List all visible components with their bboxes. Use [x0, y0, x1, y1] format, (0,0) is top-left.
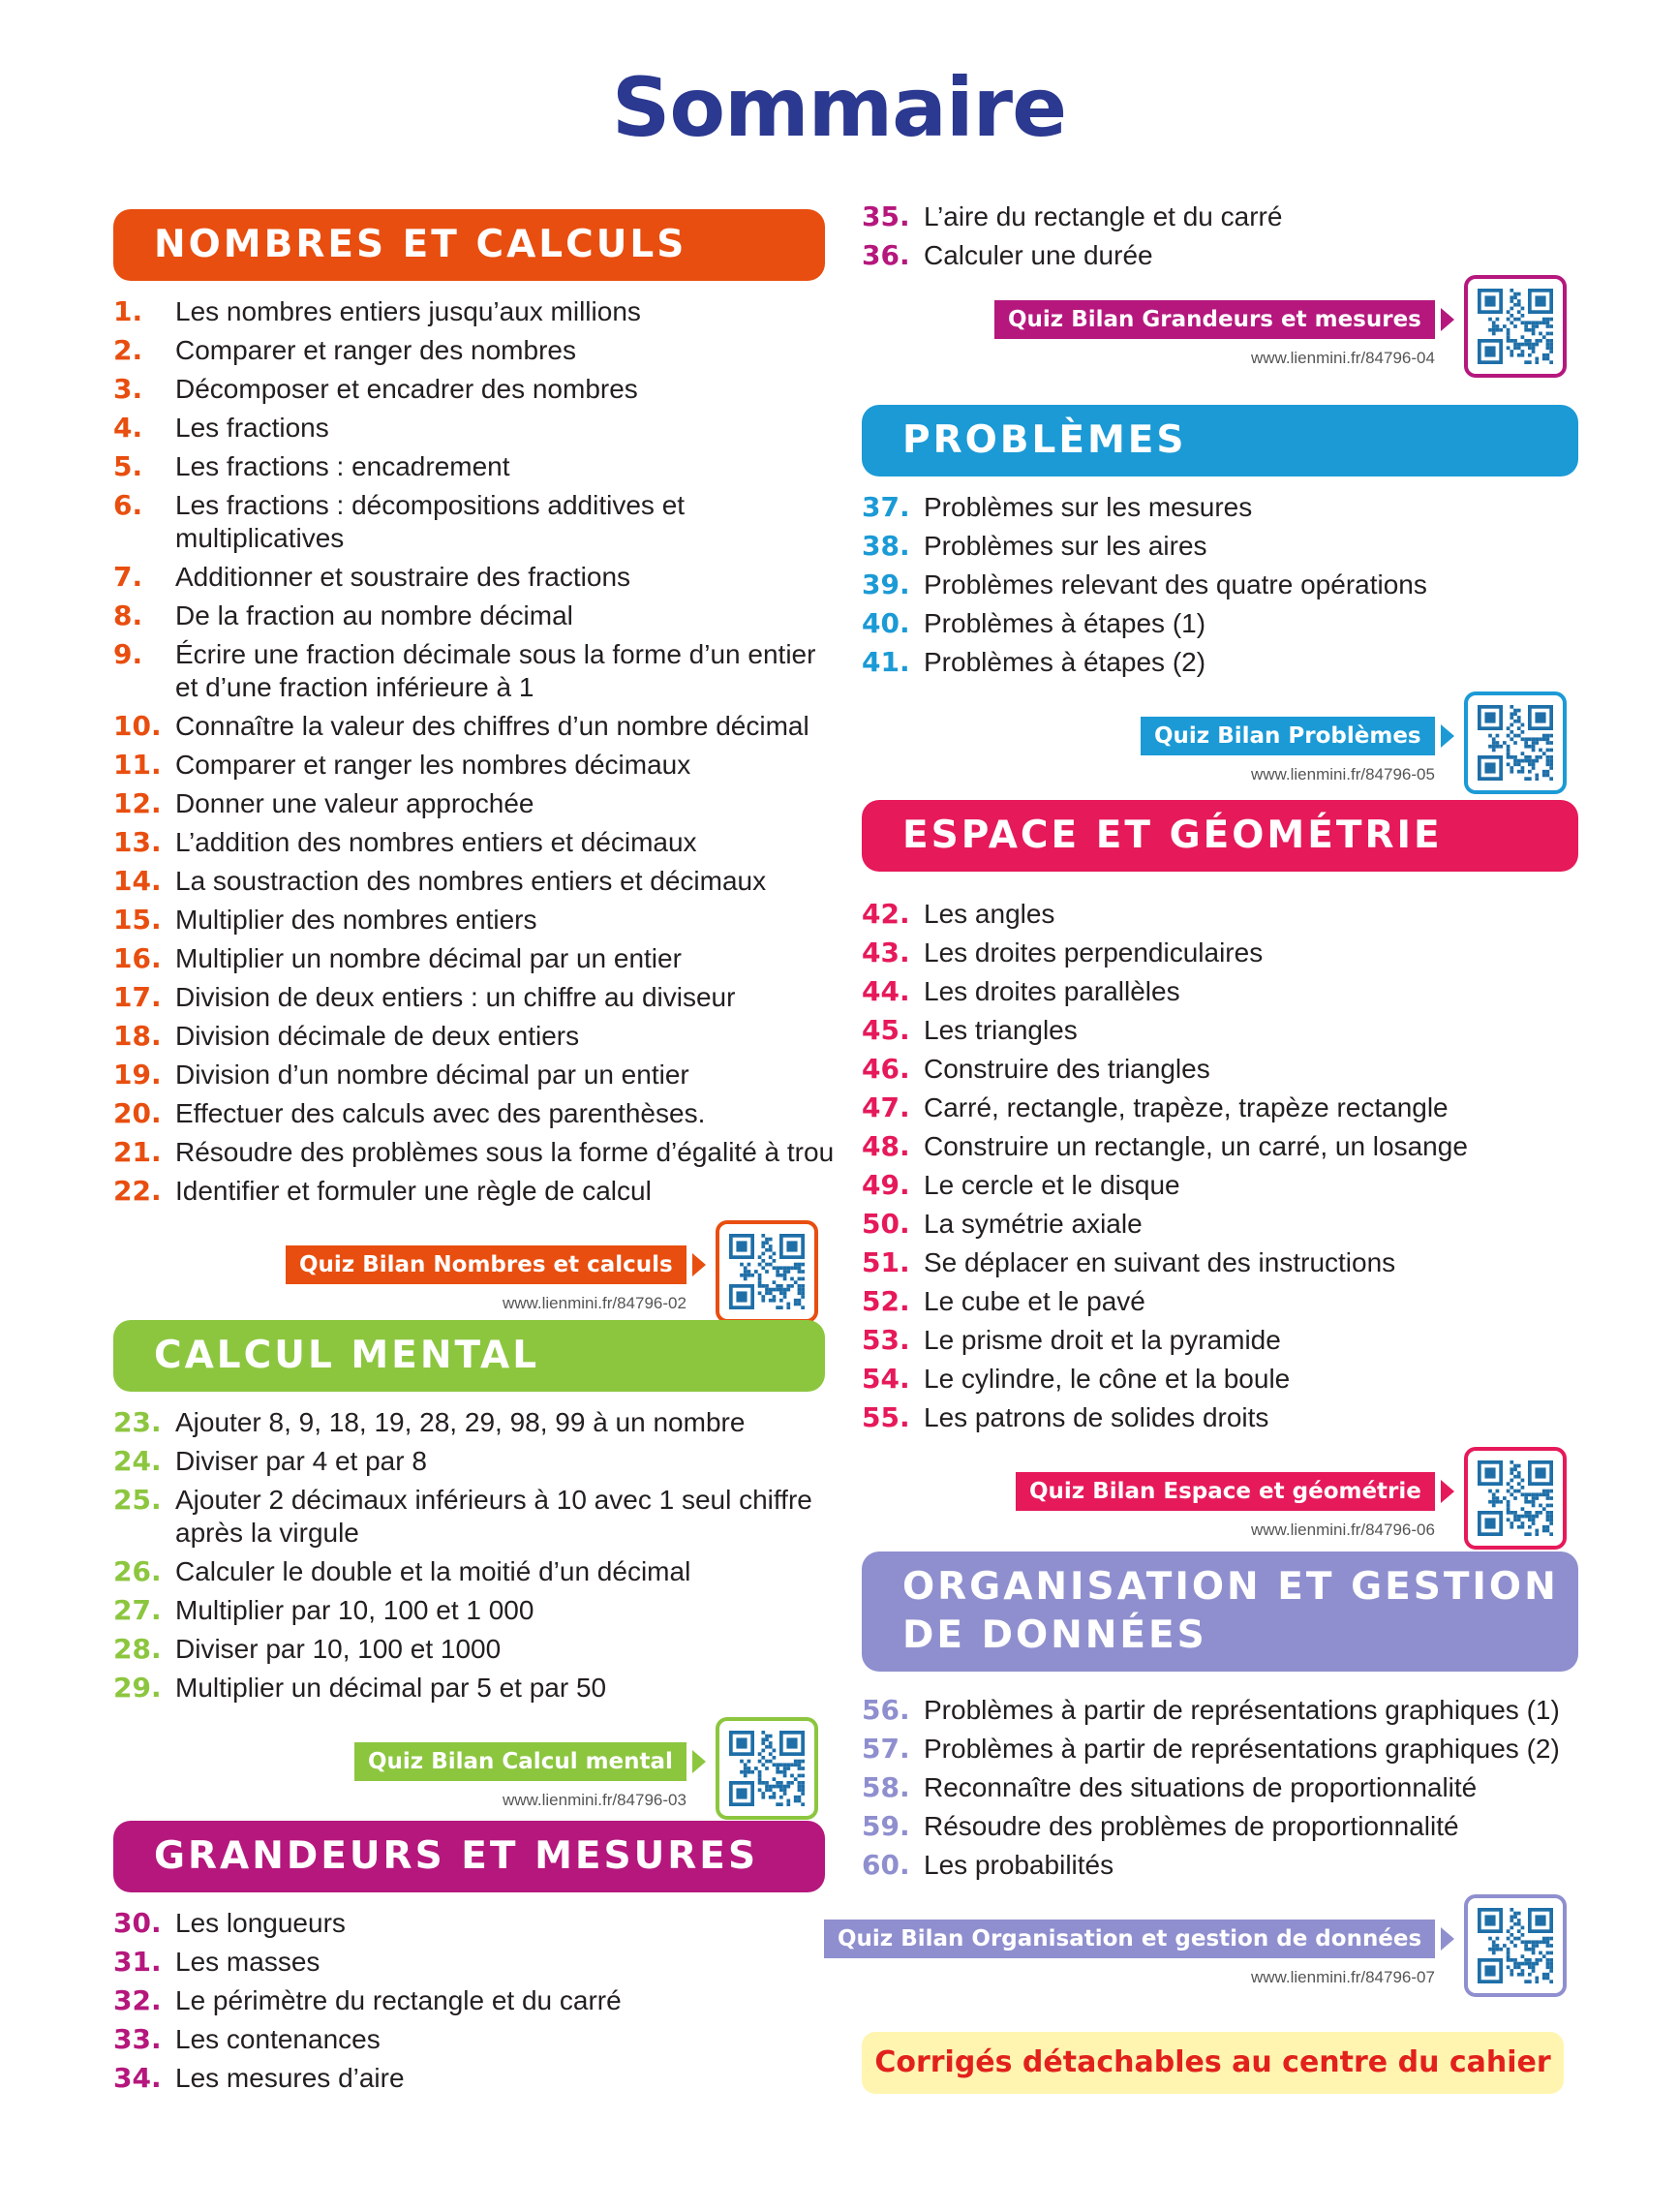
item-title: La soustraction des nombres entiers et décimaux [175, 866, 767, 896]
item-title: Les fractions : décompositions additives et multiplicatives [175, 490, 686, 553]
item-list [113, 1904, 825, 2098]
item-number: 41. [862, 646, 910, 678]
item-number: 19. [113, 1059, 162, 1091]
item-title: Donner une valeur approchée [175, 788, 534, 818]
item-title: Les patrons de solides droits [924, 1402, 1269, 1432]
item-number: 25. [113, 1484, 162, 1516]
item-list [113, 292, 835, 1211]
item-number: 29. [113, 1672, 162, 1704]
item-number: 46. [862, 1053, 910, 1085]
quiz-row [862, 1447, 1578, 1553]
list-item [862, 604, 1578, 643]
list-item [113, 1669, 825, 1707]
item-list [862, 1691, 1578, 1885]
item-title: Comparer et ranger des nombres [175, 335, 576, 365]
item-title: Problèmes à étapes (2) [924, 647, 1206, 677]
play-arrow-icon [1441, 1927, 1454, 1951]
item-number: 55. [862, 1401, 910, 1433]
item-title: Les fractions : encadrement [175, 451, 510, 481]
list-item [862, 1691, 1578, 1730]
footer-note: Corrigés détachables au centre du cahier [862, 2032, 1564, 2094]
quiz-bilan-link[interactable]: Quiz Bilan Organisation et gestion de données [824, 1920, 1435, 1958]
list-item [862, 1244, 1578, 1282]
item-title: La symétrie axiale [924, 1209, 1143, 1239]
list-item [113, 1904, 825, 1943]
item-number: 13. [113, 826, 162, 858]
item-number: 45. [862, 1014, 910, 1046]
quiz-url[interactable]: www.lienmini.fr/84796-07 [1251, 1968, 1435, 1986]
item-number: 52. [862, 1285, 910, 1317]
item-title: Résoudre des problèmes de proportionnalité [924, 1811, 1459, 1841]
item-number: 8. [113, 599, 143, 631]
item-title: Problèmes relevant des quatre opérations [924, 569, 1427, 599]
qr-code-icon[interactable] [1464, 1447, 1567, 1550]
list-item [862, 972, 1578, 1011]
item-title: Problèmes à partir de représentations graphiques (2) [924, 1734, 1560, 1764]
list-item [862, 1089, 1578, 1127]
play-arrow-icon [1441, 1480, 1454, 1503]
item-number: 24. [113, 1445, 162, 1477]
item-title: Les masses [175, 1947, 320, 1977]
list-item [862, 1807, 1578, 1846]
item-title: Division d’un nombre décimal par un entier [175, 1060, 689, 1090]
list-item [113, 1982, 825, 2020]
list-item [113, 331, 825, 370]
list-item [862, 895, 1578, 934]
list-item [862, 1050, 1578, 1089]
item-number: 32. [113, 1984, 162, 2016]
list-item [862, 643, 1578, 682]
list-item [113, 370, 825, 409]
list-item [862, 527, 1578, 566]
quiz-bilan-link[interactable]: Quiz Bilan Espace et géométrie [1016, 1472, 1435, 1511]
item-number: 15. [113, 904, 162, 936]
item-number: 1. [113, 295, 143, 327]
section-banner: ESPACE ET GÉOMÉTRIE [862, 800, 1578, 872]
quiz-url[interactable]: www.lienmini.fr/84796-05 [1251, 765, 1435, 783]
item-number: 36. [862, 239, 910, 271]
list-item [113, 1591, 825, 1630]
item-number: 22. [113, 1175, 162, 1207]
item-title: Les contenances [175, 2024, 381, 2054]
item-number: 27. [113, 1594, 162, 1626]
item-title: Les nombres entiers jusqu’aux millions [175, 296, 641, 326]
item-title: Construire un rectangle, un carré, un losange [924, 1131, 1468, 1161]
list-item [113, 635, 825, 707]
quiz-row [838, 1894, 1578, 2001]
item-number: 20. [113, 1097, 162, 1129]
section-nombres-et-calculs [113, 209, 835, 1327]
item-title: Multiplier des nombres entiers [175, 905, 537, 935]
list-item [113, 1056, 825, 1094]
item-number: 47. [862, 1091, 910, 1123]
quiz-bilan-link[interactable]: Quiz Bilan Problèmes [1141, 717, 1435, 755]
item-number: 39. [862, 568, 910, 600]
list-item [862, 1011, 1578, 1050]
item-number: 5. [113, 450, 143, 482]
list-item [862, 566, 1578, 604]
list-item [862, 1321, 1578, 1360]
list-item [862, 488, 1578, 527]
item-number: 35. [862, 200, 910, 232]
item-title: Connaître la valeur des chiffres d’un nombre décimal [175, 711, 809, 741]
item-number: 16. [113, 942, 162, 974]
list-item [113, 1442, 825, 1481]
list-item [862, 1360, 1578, 1398]
item-number: 12. [113, 787, 162, 819]
list-item [113, 901, 825, 939]
list-item [862, 1768, 1578, 1807]
item-number: 17. [113, 981, 162, 1013]
play-arrow-icon [1441, 308, 1454, 331]
item-number: 37. [862, 491, 910, 523]
list-item [862, 1282, 1578, 1321]
item-number: 44. [862, 975, 910, 1007]
item-number: 33. [113, 2023, 162, 2055]
item-title: Les fractions [175, 413, 329, 443]
item-number: 57. [862, 1733, 910, 1765]
item-number: 14. [113, 865, 162, 897]
item-title: Le cylindre, le cône et la boule [924, 1364, 1291, 1394]
item-title: Les triangles [924, 1015, 1078, 1045]
item-title: Les mesures d’aire [175, 2063, 405, 2093]
item-number: 11. [113, 749, 162, 781]
item-title: Ajouter 8, 9, 18, 19, 28, 29, 98, 99 à un nombre [175, 1407, 746, 1437]
list-item [113, 558, 825, 597]
item-number: 21. [113, 1136, 162, 1168]
item-number: 38. [862, 530, 910, 562]
item-title: Calculer une durée [924, 240, 1153, 270]
section-banner: ORGANISATION ET GESTION DE DONNÉES [862, 1551, 1578, 1672]
list-item [862, 1398, 1578, 1437]
item-number: 54. [862, 1363, 910, 1395]
list-item [113, 784, 825, 823]
section-banner: PROBLÈMES [862, 405, 1578, 476]
list-item [113, 1172, 825, 1211]
item-number: 4. [113, 412, 143, 444]
item-number: 56. [862, 1694, 910, 1726]
item-number: 6. [113, 489, 143, 521]
quiz-url[interactable]: www.lienmini.fr/84796-02 [503, 1294, 686, 1312]
qr-code-icon[interactable] [1464, 275, 1567, 378]
item-number: 48. [862, 1130, 910, 1162]
quiz-row [113, 1220, 825, 1327]
list-item [113, 409, 825, 447]
item-title: Problèmes à étapes (1) [924, 608, 1206, 638]
item-title: Le cube et le pavé [924, 1286, 1145, 1316]
item-title: Se déplacer en suivant des instructions [924, 1247, 1396, 1277]
item-title: Écrire une fraction décimale sous la forme d’un entier et d’une fraction inférieure à 1 [175, 639, 816, 702]
item-list [113, 1403, 825, 1707]
item-number: 10. [113, 710, 162, 742]
item-number: 7. [113, 561, 143, 593]
quiz-url[interactable]: www.lienmini.fr/84796-06 [1251, 1521, 1435, 1539]
item-title: Diviser par 10, 100 et 1000 [175, 1634, 502, 1664]
list-item [862, 1205, 1578, 1244]
quiz-url[interactable]: www.lienmini.fr/84796-03 [503, 1791, 686, 1809]
quiz-row [862, 691, 1578, 798]
item-title: Effectuer des calculs avec des parenthèses. [175, 1098, 706, 1128]
item-title: Problèmes à partir de représentations graphiques (1) [924, 1695, 1560, 1725]
section-grandeurs-et-mesures [113, 1821, 825, 2098]
item-title: Le prisme droit et la pyramide [924, 1325, 1281, 1355]
qr-code-icon[interactable] [716, 1717, 818, 1820]
item-title: Les probabilités [924, 1850, 1114, 1880]
section-banner: NOMBRES ET CALCULS [113, 209, 825, 281]
item-title: Calculer le double et la moitié d’un décimal [175, 1556, 691, 1586]
item-number: 28. [113, 1633, 162, 1665]
list-item [113, 1481, 825, 1552]
list-item [113, 1630, 825, 1669]
item-title: Reconnaître des situations de proportionnalité [924, 1772, 1478, 1802]
item-number: 23. [113, 1406, 162, 1438]
qr-code-icon[interactable] [1464, 1894, 1567, 1997]
list-item [862, 1846, 1578, 1885]
item-number: 2. [113, 334, 143, 366]
item-list [862, 198, 1578, 275]
item-title: Décomposer et encadrer des nombres [175, 374, 638, 404]
list-item [113, 746, 825, 784]
list-item [113, 862, 825, 901]
item-title: Le périmètre du rectangle et du carré [175, 1985, 622, 2015]
item-number: 3. [113, 373, 143, 405]
list-item [113, 1943, 825, 1982]
list-item [113, 486, 825, 558]
quiz-url[interactable]: www.lienmini.fr/84796-04 [1251, 349, 1435, 367]
section-espace-et-geometrie [862, 800, 1578, 1553]
item-number: 51. [862, 1246, 910, 1278]
item-title: Les longueurs [175, 1908, 346, 1938]
item-title: Les droites parallèles [924, 976, 1180, 1006]
item-title: L’addition des nombres entiers et décimaux [175, 827, 697, 857]
item-number: 58. [862, 1771, 910, 1803]
item-title: Problèmes sur les mesures [924, 492, 1253, 522]
item-number: 26. [113, 1555, 162, 1587]
list-item [862, 236, 1578, 275]
item-title: Multiplier un décimal par 5 et par 50 [175, 1673, 607, 1703]
quiz-row [862, 275, 1578, 382]
item-title: Problèmes sur les aires [924, 531, 1207, 561]
qr-code-icon[interactable] [1464, 691, 1567, 794]
list-item [113, 1094, 825, 1133]
item-number: 9. [113, 638, 143, 670]
item-title: Division décimale de deux entiers [175, 1021, 580, 1051]
list-item [113, 597, 825, 635]
list-item [113, 1403, 825, 1442]
list-item [113, 978, 825, 1017]
item-title: Les angles [924, 899, 1055, 929]
quiz-bilan-link[interactable]: Quiz Bilan Nombres et calculs [286, 1245, 686, 1284]
list-item [113, 939, 825, 978]
item-list [862, 895, 1578, 1437]
item-title: Le cercle et le disque [924, 1170, 1180, 1200]
list-item [862, 1730, 1578, 1768]
section-grandeurs-continued [862, 198, 1578, 382]
list-item [113, 292, 825, 331]
list-item [113, 1133, 835, 1172]
item-title: Construire des triangles [924, 1054, 1210, 1084]
item-title: Comparer et ranger les nombres décimaux [175, 750, 691, 780]
item-number: 31. [113, 1946, 162, 1978]
page-title: Sommaire [611, 60, 1067, 155]
item-title: Diviser par 4 et par 8 [175, 1446, 427, 1476]
play-arrow-icon [1441, 724, 1454, 748]
item-number: 59. [862, 1810, 910, 1842]
item-title: Ajouter 2 décimaux inférieurs à 10 avec 1 seul chiffre après la virgule [175, 1485, 812, 1548]
list-item [862, 1166, 1578, 1205]
list-item [113, 823, 825, 862]
item-number: 30. [113, 1907, 162, 1939]
section-calcul-mental [113, 1320, 825, 1824]
item-title: Division de deux entiers : un chiffre au diviseur [175, 982, 736, 1012]
item-number: 49. [862, 1169, 910, 1201]
item-number: 34. [113, 2062, 162, 2094]
item-title: Résoudre des problèmes sous la forme d’égalité à trou [175, 1137, 835, 1167]
section-banner: GRANDEURS ET MESURES [113, 1821, 825, 1892]
list-item [113, 707, 825, 746]
item-number: 42. [862, 898, 910, 930]
item-number: 43. [862, 937, 910, 968]
item-number: 53. [862, 1324, 910, 1356]
play-arrow-icon [692, 1750, 706, 1773]
list-item [113, 1017, 825, 1056]
item-title: Additionner et soustraire des fractions [175, 562, 631, 592]
item-list [862, 488, 1578, 682]
section-banner: CALCUL MENTAL [113, 1320, 825, 1392]
section-organisation-et-gestion-de-donnees [838, 1551, 1578, 2001]
item-title: L’aire du rectangle et du carré [924, 201, 1283, 231]
item-number: 18. [113, 1020, 162, 1052]
list-item [113, 447, 825, 486]
item-title: Carré, rectangle, trapèze, trapèze rectangle [924, 1092, 1449, 1122]
quiz-bilan-link[interactable]: Quiz Bilan Grandeurs et mesures [994, 300, 1435, 339]
quiz-bilan-link[interactable]: Quiz Bilan Calcul mental [354, 1742, 686, 1781]
item-title: Les droites perpendiculaires [924, 937, 1264, 968]
item-title: Identifier et formuler une règle de calcul [175, 1176, 652, 1206]
list-item [113, 2059, 825, 2098]
list-item [113, 1552, 825, 1591]
item-number: 40. [862, 607, 910, 639]
qr-code-icon[interactable] [716, 1220, 818, 1323]
play-arrow-icon [692, 1253, 706, 1276]
item-title: Multiplier un nombre décimal par un entier [175, 943, 682, 973]
item-number: 60. [862, 1849, 910, 1881]
item-title: Multiplier par 10, 100 et 1 000 [175, 1595, 534, 1625]
section-problemes [862, 405, 1578, 798]
list-item [113, 2020, 825, 2059]
list-item [862, 198, 1578, 236]
item-number: 50. [862, 1208, 910, 1240]
list-item [862, 934, 1578, 972]
item-title: De la fraction au nombre décimal [175, 600, 573, 630]
quiz-row [113, 1717, 825, 1824]
list-item [862, 1127, 1578, 1166]
